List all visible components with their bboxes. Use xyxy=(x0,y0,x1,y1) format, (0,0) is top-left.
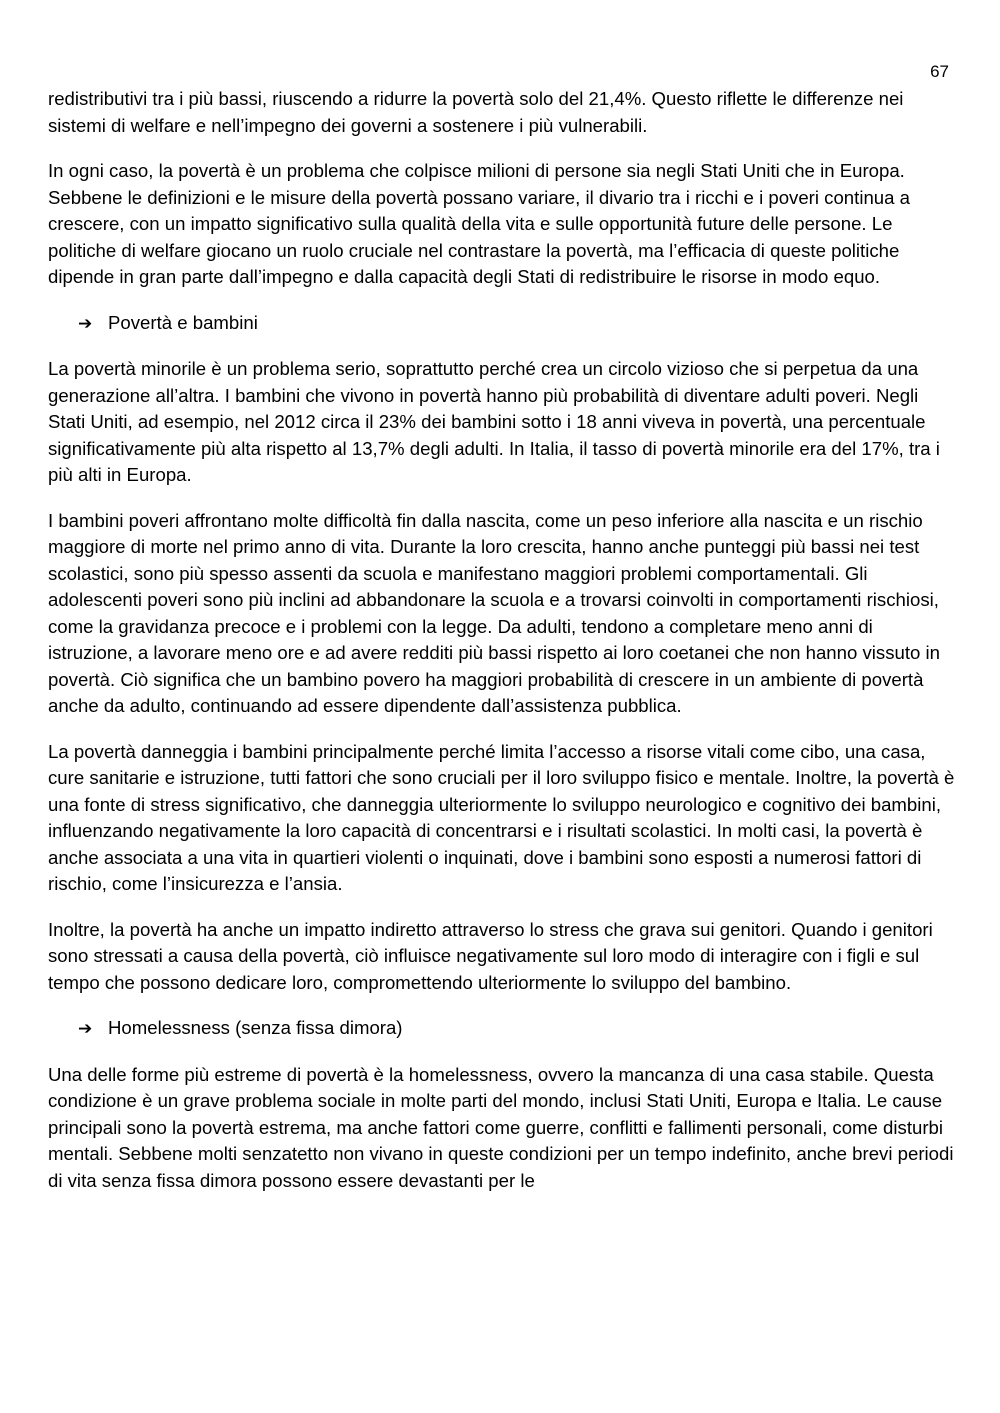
paragraph: In ogni caso, la povertà è un problema che colpisce milioni di persone sia negli Stati Uniti che in Europa. Sebbene le definizioni e le misure della povertà possano variare, il divario tra i ricchi e i poveri continua a crescere, con un impatto significativo sulla qualità della vita e sulle opportunità future delle persone. Le politiche di welfare giocano un ruolo cruciale nel contrastare la povertà, ma l’efficacia di queste politiche dipende in gran parte dall’impegno e dalla capacità degli Stati di redistribuire le risorse in modo equo. xyxy=(48,160,910,287)
paragraph: Inoltre, la povertà ha anche un impatto indiretto attraverso lo stress che grava sui genitori. Quando i genitori sono stressati a causa della povertà, ciò influisce negativamente sul loro modo di interagire con i figli e sul tempo che possono dedicare loro, compromettendo ulteriormente lo sviluppo del bambino. xyxy=(48,918,933,993)
bullet-label: Povertà e bambini xyxy=(108,311,258,333)
paragraph: redistributivi tra i più bassi, riuscendo a ridurre la povertà solo del 21,4%. Questo riflette le differenze nei sistemi di welfare e nell’impegno dei governi a sostenere i più vulnerabili. xyxy=(48,88,904,136)
page-content xyxy=(48,86,956,1213)
paragraph: La povertà minorile è un problema serio, soprattutto perché crea un circolo vizioso che si perpetua da una generazione all’altra. I bambini che vivono in povertà hanno più probabilità di diventare adulti poveri. Negli Stati Uniti, ad esempio, nel 2012 circa il 23% dei bambini sotto i 18 anni viveva in povertà, una percentuale significativamente più alta rispetto al 13,7% degli adulti. In Italia, il tasso di povertà minorile era del 17%, tra i più alti in Europa. xyxy=(48,358,940,485)
paragraph: Una delle forme più estreme di povertà è la homelessness, ovvero la mancanza di una casa stabile. Questa condizione è un grave problema sociale in molte parti del mondo, inclusi Stati Uniti, Europa e Italia. Le cause principali sono la povertà estrema, ma anche fattori come guerre, conflitti e fallimenti personali, come disturbi mentali. Sebbene molti senzatetto non vivano in queste condizioni per un tempo indefinito, anche brevi periodi di vita senza fissa dimora possono essere devastanti per le xyxy=(48,1063,954,1191)
paragraph: La povertà danneggia i bambini principalmente perché limita l’accesso a risorse vitali come cibo, una casa, cure sanitarie e istruzione, tutti fattori che sono cruciali per il loro sviluppo fisico e mentale. Inoltre, la povertà è una fonte di stress significativo, che danneggia ulteriormente lo sviluppo neurologico e cognitivo dei bambini, influenzando negativamente la loro capacità di concentrarsi e i risultati scolastici. In molti casi, la povertà è anche associata a una vita in quartieri violenti o inquinati, dove i bambini sono esposti a numerosi fattori di rischio, come l’insicurezza e l’ansia. xyxy=(48,740,955,894)
paragraph: I bambini poveri affrontano molte difficoltà fin dalla nascita, come un peso inferiore alla nascita e un rischio maggiore di morte nel primo anno di vita. Durante la loro crescita, hanno anche punteggi più bassi nei test scolastici, sono più spesso assenti da scuola e manifestano maggiori problemi comportamentali. Gli adolescenti poveri sono più inclini ad abbandonare la scuola e a trovarsi coinvolti in comportamenti rischiosi, come la gravidanza precoce e i problemi con la legge. Da adulti, tendono a completare meno anni di istruzione, a lavorare meno ore e ad avere redditi più bassi rispetto ai loro coetanei che non hanno vissuto in povertà. Ciò significa che un bambino povero ha maggiori probabilità di crescere in un ambiente di povertà anche da adulto, continuando ad essere dipendente dall’assistenza pubblica. xyxy=(48,509,940,716)
bullet-label: Homelessness (senza fissa dimora) xyxy=(108,1017,403,1038)
arrow-right-icon: ➔ xyxy=(78,313,93,334)
page-number: 67 xyxy=(930,62,949,81)
bullet-item-homelessness xyxy=(48,1015,956,1043)
arrow-right-icon: ➔ xyxy=(78,1019,93,1039)
bullet-item-poverta-bambini xyxy=(48,310,956,338)
